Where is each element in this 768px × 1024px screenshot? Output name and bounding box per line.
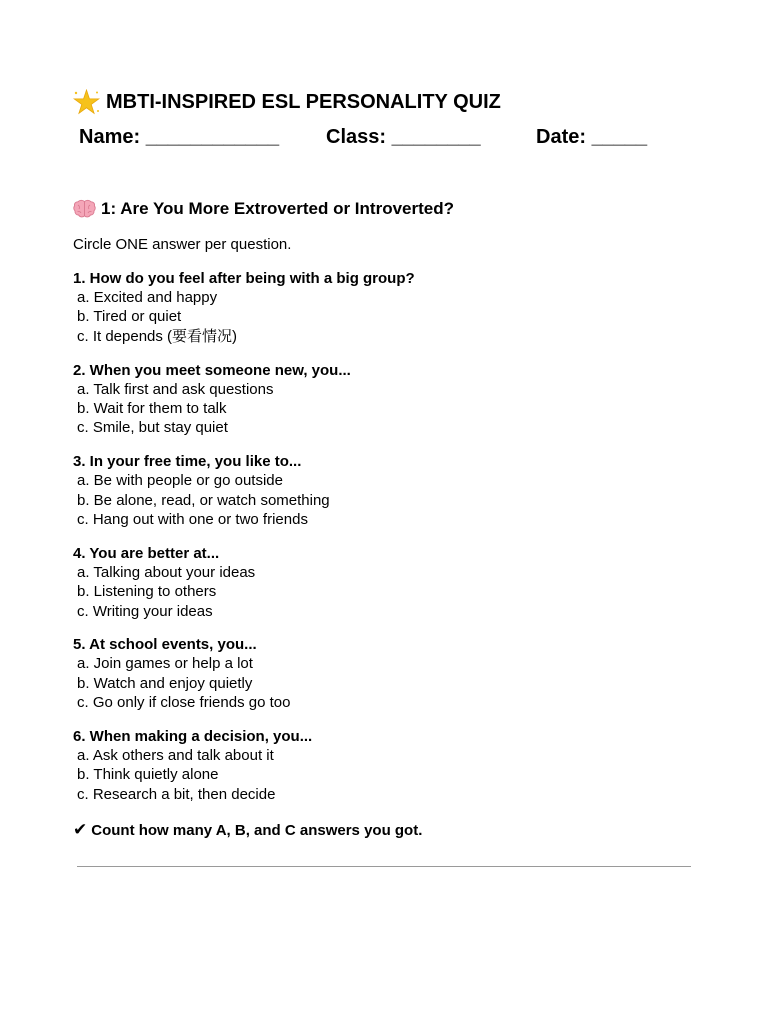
question-6	[73, 727, 693, 819]
question-text: 6. When making a decision, you...	[73, 727, 313, 745]
question-text: 2. When you meet someone new, you...	[73, 361, 351, 379]
answer-option-a: a. Talk first and ask questions	[77, 380, 274, 398]
class-field: Class: ________	[326, 126, 481, 148]
count-instruction: Count how many A, B, and C answers you got.	[91, 821, 423, 839]
section-title: 1: Are You More Extroverted or Introverted?	[101, 199, 454, 218]
answer-option-b: b. Be alone, read, or watch something	[77, 491, 330, 509]
question-list	[73, 269, 693, 819]
answer-option-a: a. Be with people or go outside	[77, 472, 283, 490]
answer-option-c: c. Research a bit, then decide	[77, 785, 276, 803]
answer-option-b: b. Watch and enjoy quietly	[77, 674, 253, 692]
question-5	[73, 635, 693, 727]
question-text: 5. At school events, you...	[73, 636, 257, 654]
answer-option-c: c. Go only if close friends go too	[77, 694, 291, 712]
answer-option-b: b. Tired or quiet	[77, 308, 182, 326]
divider	[77, 866, 691, 867]
question-text: 1. How do you feel after being with a big group?	[73, 270, 415, 287]
count-instruction-row	[73, 820, 422, 840]
quiz-title: MBTI-INSPIRED ESL PERSONALITY QUIZ	[106, 91, 501, 113]
answer-option-a: a. Join games or help a lot	[77, 655, 253, 673]
question-4	[73, 544, 693, 636]
title-row	[73, 89, 501, 116]
answer-option-a: a. Ask others and talk about it	[77, 746, 274, 764]
answer-option-b: b. Listening to others	[77, 583, 217, 601]
section-heading	[73, 199, 454, 219]
instructions-text: Circle ONE answer per question.	[73, 236, 292, 253]
question-2	[73, 361, 693, 453]
star-icon	[73, 89, 100, 116]
question-text: 4. You are better at...	[73, 544, 220, 562]
answer-option-c: c. Hang out with one or two friends	[77, 510, 308, 528]
question-text: 3. In your free time, you like to...	[73, 453, 302, 471]
name-field: Name: ____________	[79, 126, 280, 148]
date-field: Date: _____	[536, 126, 648, 148]
answer-option-c: c. It depends (要看情况)	[77, 327, 238, 345]
answer-option-a: a. Excited and happy	[77, 289, 218, 306]
checkmark-icon: ✔	[73, 820, 88, 840]
question-3	[73, 452, 693, 544]
answer-option-b: b. Think quietly alone	[77, 766, 219, 784]
student-info-fields	[0, 126, 768, 152]
answer-option-c: c. Smile, but stay quiet	[77, 419, 228, 437]
answer-option-c: c. Writing your ideas	[77, 602, 213, 620]
answer-option-b: b. Wait for them to talk	[77, 399, 227, 417]
question-1	[73, 269, 693, 361]
answer-option-a: a. Talking about your ideas	[77, 563, 256, 581]
brain-icon	[73, 199, 96, 219]
